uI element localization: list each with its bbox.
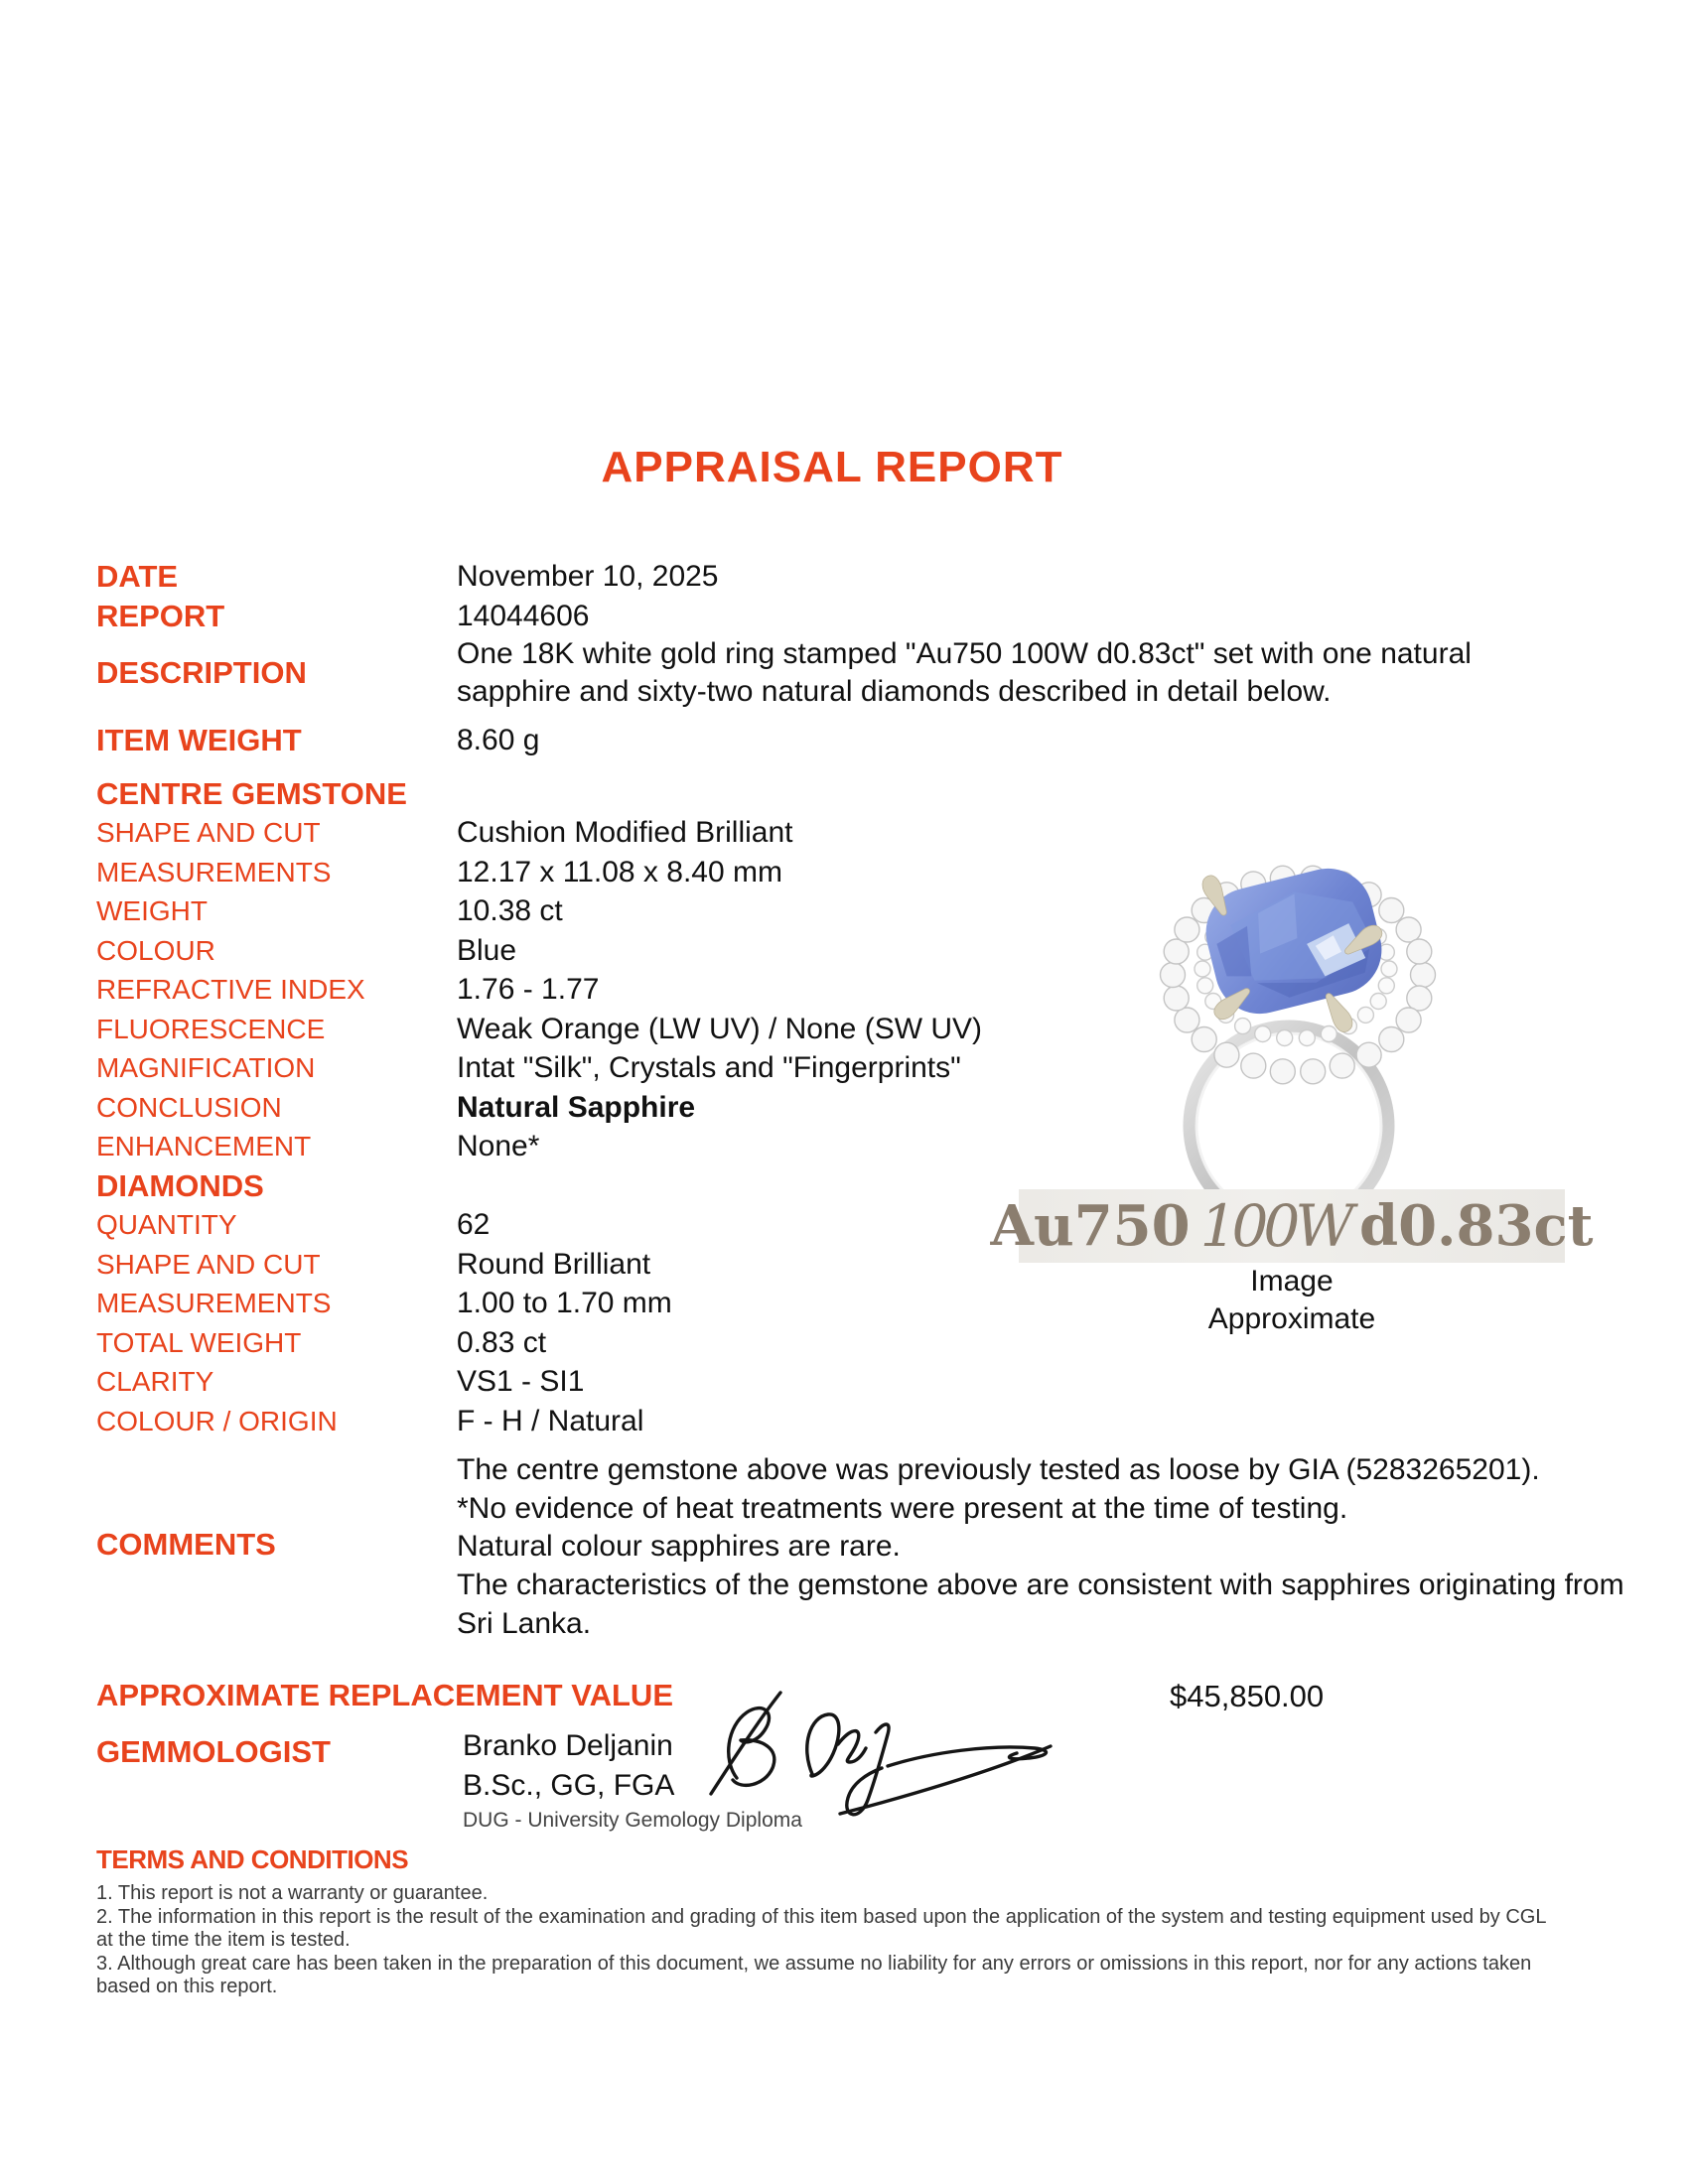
comment-line: The characteristics of the gemstone above are consistent with sapphires originating from Sri Lanka. (457, 1569, 1624, 1640)
item-weight-value: 8.60 g (457, 724, 540, 756)
terms-item: 2. The information in this report is the result of the examination and grading of this item based upon the application of the system and testing equipment used by CGL at the time the item is tested. (96, 1905, 1546, 1951)
field-row (96, 1402, 1606, 1441)
field-label: QUANTITY (96, 1209, 237, 1241)
field-row-item-weight (96, 721, 539, 760)
comment-line: Natural colour sapphires are rare. (457, 1530, 901, 1564)
comments-text (457, 1451, 1658, 1644)
diamonds-header-label: DIAMONDS (96, 1167, 264, 1203)
field-row-report (96, 597, 589, 636)
gemmologist-name: Branko Deljanin (463, 1729, 673, 1762)
field-label: WEIGHT (96, 895, 208, 927)
field-label: MEASUREMENTS (96, 856, 332, 887)
replacement-value-amount: $45,850.00 (1170, 1679, 1325, 1713)
gold-stamp-photo (990, 1189, 1594, 1263)
photo-caption-line2: Approximate (1207, 1302, 1376, 1335)
centre-gemstone-header (96, 774, 1606, 814)
field-value: 1.00 to 1.70 mm (457, 1287, 672, 1320)
field-label: CONCLUSION (96, 1091, 282, 1123)
field-label: FLUORESCENCE (96, 1013, 326, 1044)
field-value: 10.38 ct (457, 894, 563, 928)
field-value: 0.83 ct (457, 1325, 547, 1359)
field-value: 12.17 x 11.08 x 8.40 mm (457, 855, 782, 888)
gemmologist-signature (693, 1683, 1070, 1822)
field-label: COLOUR (96, 934, 215, 966)
field-label: COLOUR / ORIGIN (96, 1405, 338, 1436)
field-label: SHAPE AND CUT (96, 817, 321, 849)
field-row-date (96, 557, 719, 597)
field-value: Intat "Silk", Crystals and "Fingerprints" (457, 1051, 961, 1085)
field-row (96, 814, 1606, 854)
page-title: APPRAISAL REPORT (601, 443, 1063, 491)
photo-caption-line1: Image (1250, 1265, 1334, 1297)
field-value: None* (457, 1130, 540, 1163)
field-value: F - H / Natural (457, 1404, 644, 1437)
field-value: 1.76 - 1.77 (457, 973, 600, 1007)
stamp-au750: Au750 (990, 1193, 1191, 1259)
comments-section (96, 1451, 1665, 1644)
description-value: One 18K white gold ring stamped "Au750 100W d0.83ct" set with one natural sapphire and sixty-two natural diamonds described in detail below. (457, 637, 1472, 708)
field-value: Weak Orange (LW UV) / None (SW UV) (457, 1012, 983, 1045)
description-label: DESCRIPTION (96, 655, 307, 690)
comment-line: The centre gemstone above was previously tested as loose by GIA (5283265201). (457, 1453, 1540, 1486)
gemmologist-credentials: B.Sc., GG, FGA (463, 1769, 675, 1802)
field-value: Cushion Modified Brilliant (457, 816, 793, 850)
field-label: CLARITY (96, 1366, 214, 1398)
field-value: Round Brilliant (457, 1247, 651, 1281)
field-row (96, 1363, 1606, 1403)
field-label: SHAPE AND CUT (96, 1248, 321, 1280)
field-label: ENHANCEMENT (96, 1131, 312, 1162)
field-row-description (96, 635, 1569, 711)
report-label: REPORT (96, 599, 225, 633)
field-label: MEASUREMENTS (96, 1288, 332, 1319)
field-label: TOTAL WEIGHT (96, 1326, 302, 1358)
replacement-value-label: APPROXIMATE REPLACEMENT VALUE (96, 1678, 673, 1712)
gemmologist-label: GEMMOLOGIST (96, 1734, 331, 1769)
terms-list (96, 1882, 1556, 1999)
date-value: November 10, 2025 (457, 560, 719, 593)
field-label: MAGNIFICATION (96, 1052, 316, 1084)
field-value: Blue (457, 933, 517, 967)
stamp-carat: d0.83ct (1358, 1193, 1594, 1259)
field-label: REFRACTIVE INDEX (96, 974, 365, 1006)
item-weight-label: ITEM WEIGHT (96, 723, 302, 757)
terms-header: TERMS AND CONDITIONS (96, 1844, 409, 1874)
field-value: 62 (457, 1208, 491, 1242)
photo-caption (1019, 1263, 1565, 1338)
gemmologist-diploma: DUG - University Gemology Diploma (463, 1809, 802, 1832)
centre-gemstone-header-label: CENTRE GEMSTONE (96, 775, 407, 811)
terms-item: 1. This report is not a warranty or guarantee. (96, 1882, 489, 1904)
date-label: DATE (96, 559, 179, 594)
comment-line: *No evidence of heat treatments were present at the time of testing. (457, 1491, 1348, 1525)
report-value: 14044606 (457, 600, 590, 632)
ring-photo (1157, 856, 1440, 1233)
stamp-100w: 100W (1199, 1192, 1349, 1260)
terms-item: 3. Although great care has been taken in the preparation of this document, we assume no liability for any errors or omissions in this report, nor for any actions taken based on this report. (96, 1952, 1532, 1997)
field-value: Natural Sapphire (457, 1090, 696, 1124)
comments-label: COMMENTS (96, 1527, 276, 1562)
field-value: VS1 - SI1 (457, 1365, 585, 1399)
